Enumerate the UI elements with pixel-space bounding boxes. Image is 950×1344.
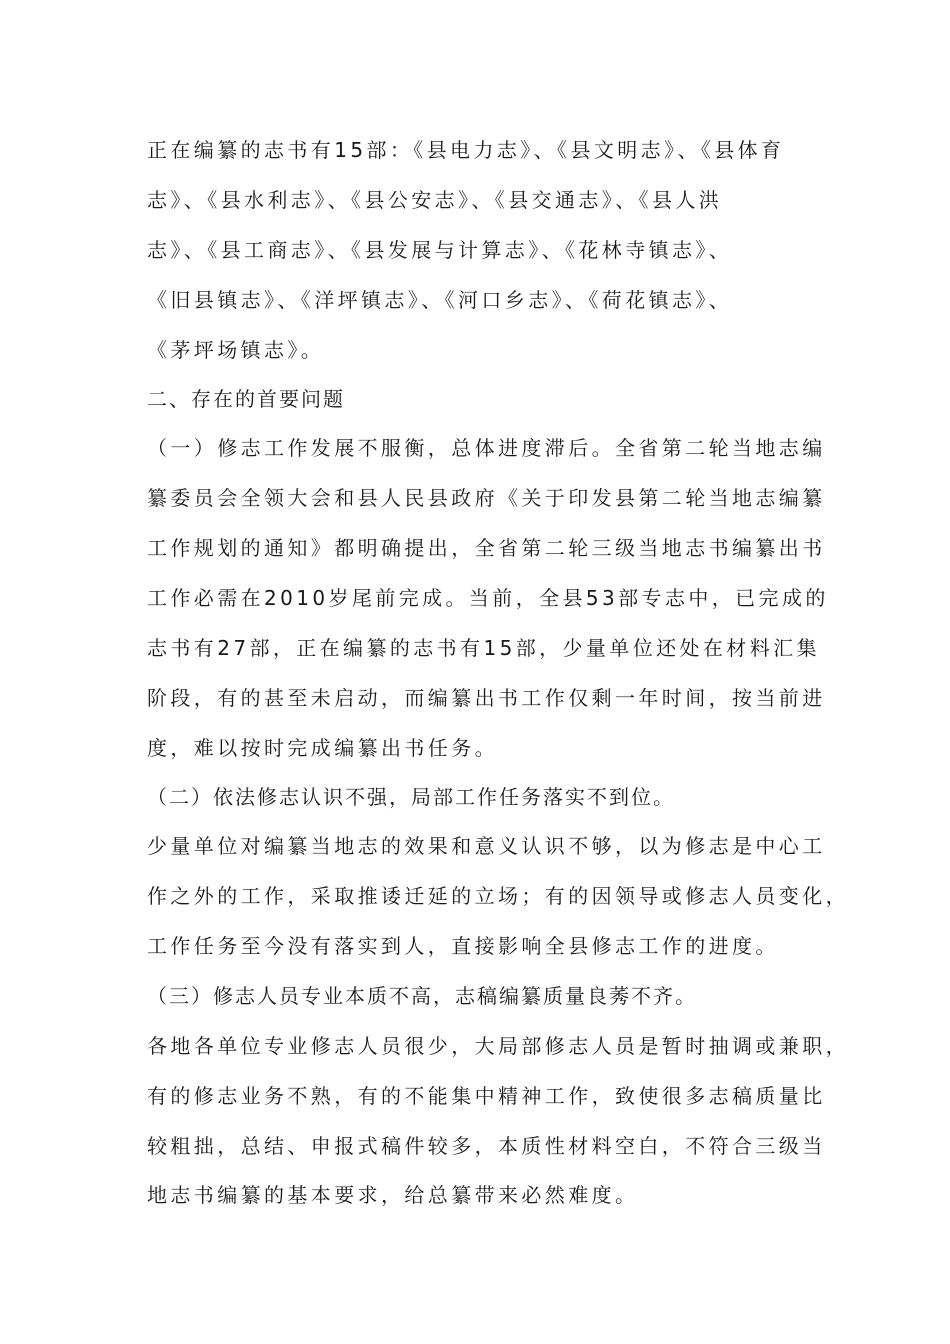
subsection-heading: （三）修志人员专业本质不高，志稿编纂质量良莠不齐。 [147,984,697,1008]
section-heading: 二、存在的首要问题 [147,387,345,411]
text-line: 作之外的工作，采取推诿迁延的立场；有的因领导或修志人员变化， [147,884,849,908]
text-line: 各地各单位专业修志人员很少，大局部修志人员是暂时抽调或兼职， [147,1034,849,1058]
text-line: 少量单位对编纂当地志的效果和意义认识不够，以为修志是中心工 [147,834,826,858]
text-line: 阶段，有的甚至未启动，而编纂出书工作仅剩一年时间，按当前进 [147,686,826,710]
text-line: 度，难以按时完成编纂出书任务。 [147,736,498,760]
text-line: 较粗拙，总结、申报式稿件较多，本质性材料空白，不符合三级当 [147,1134,826,1158]
text-line: 地志书编纂的基本要求，给总纂带来必然难度。 [147,1183,639,1207]
text-line: 《旧县镇志》、《洋坪镇志》、《河口乡志》、《荷花镇志》、 [147,288,733,312]
text-line: 有的修志业务不熟，有的不能集中精神工作，致使很多志稿质量比 [147,1084,826,1108]
text-line: 志书有27部，正在编纂的志书有15部，少量单位还处在材料汇集 [147,636,820,660]
text-line: 工作必需在2010岁尾前完成。当前，全县53部专志中，已完成的 [147,586,829,610]
text-line: 志》、《县工商志》、《县发展与计算志》、《花林寺镇志》、 [147,238,733,262]
text-line: 《茅坪场镇志》。 [147,338,325,362]
text-line: 工作规划的通知》都明确提出，全省第二轮三级当地志书编纂出书 [147,536,826,560]
text-line: 志》、《县水利志》、《县公安志》、《县交通志》、《县人洪 [147,188,723,212]
text-line: 工作任务至今没有落实到人，直接影响全县修志工作的进度。 [147,934,779,958]
subsection-heading: （二）依法修志认识不强，局部工作任务落实不到位。 [147,785,675,809]
text-line: 纂委员会全领大会和县人民县政府《关于印发县第二轮当地志编纂 [147,486,826,510]
text-line: 正在编纂的志书有15部：《县电力志》、《县文明志》、《县体育 [147,138,785,162]
text-line: （一）修志工作发展不服衡，总体进度滞后。全省第二轮当地志编 [147,436,826,460]
